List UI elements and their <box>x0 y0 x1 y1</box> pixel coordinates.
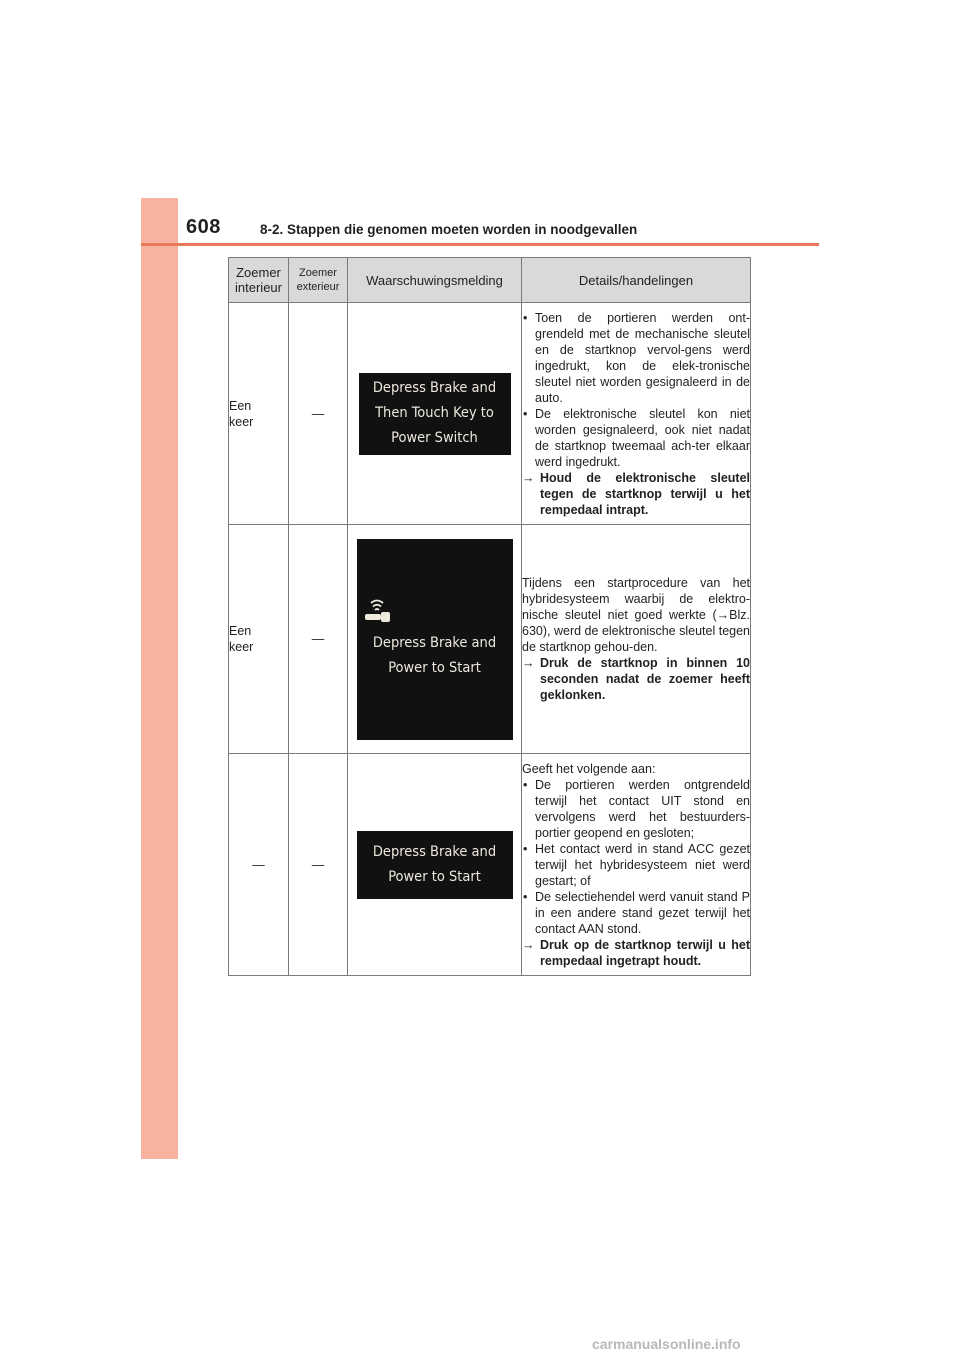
list-item: • De portieren werden ontgrendeld terwijl het contact UIT stond en vervolgens werd het bestuurders-portier geopend en gesloten; <box>522 777 750 841</box>
details-cell <box>522 525 751 754</box>
interior-buzzer-cell: Een keer <box>229 303 289 525</box>
action-instruction: → Houd de elektronische sleutel tegen de startknop terwijl u het rempedaal intrapt. <box>522 470 750 517</box>
side-margin-band <box>141 198 178 1159</box>
details-cell <box>522 303 751 525</box>
arrow-right-icon: → <box>522 656 535 670</box>
action-instruction: → Druk de startknop in binnen 10 seconden nadat de zoemer heeft geklonken. <box>522 656 750 702</box>
exterior-buzzer-cell: — <box>289 303 348 525</box>
header-interior-buzzer: Zoemer interieur <box>229 258 289 303</box>
table-row <box>229 754 751 976</box>
page-number: 608 <box>186 216 221 238</box>
exterior-buzzer-cell: — <box>289 754 348 976</box>
list-item: • De selectiehendel werd vanuit stand P in een andere stand gezet terwijl het contact AAN stond. <box>522 889 750 937</box>
header-exterior-buzzer: Zoemer exterieur <box>289 258 348 303</box>
details-list <box>522 777 750 937</box>
multi-info-display: Depress Brake and Power to Start <box>357 539 513 740</box>
multi-info-display: Depress Brake and Then Touch Key to Power Switch <box>359 373 511 455</box>
watermark: carmanualsonline.info <box>592 1336 741 1352</box>
header-details: Details/handelingen <box>522 258 751 303</box>
exterior-buzzer-cell: — <box>289 525 348 754</box>
table-row <box>229 303 751 525</box>
section-title: 8-2. Stappen die genomen moeten worden in noodgevallen <box>260 222 638 237</box>
details-list <box>522 310 750 470</box>
header-warning-message: Waarschuwingsmelding <box>348 258 522 303</box>
details-cell <box>522 754 751 976</box>
table-header-row <box>229 258 751 303</box>
arrow-right-icon: → <box>522 937 535 952</box>
warning-table <box>228 257 751 976</box>
warning-message-cell <box>348 303 522 525</box>
interior-buzzer-cell: Een keer <box>229 525 289 754</box>
details-text: Tijdens een startprocedure van het hybridesysteem waarbij de elektro-nische sleutel niet goed werkte (→Blz. 630), werd de elektronische sleutel tegen de startknop gehou-den. <box>522 576 750 654</box>
arrow-right-icon: → <box>522 470 535 485</box>
list-item: • De elektronische sleutel kon niet worden gesignaleerd, ook niet nadat de startknop tweemaal ach-ter elkaar werd ingedrukt. <box>522 406 750 470</box>
multi-info-display: Depress Brake and Power to Start <box>357 831 513 899</box>
action-instruction: → Druk op de startknop terwijl u het rempedaal ingetrapt houdt. <box>522 937 750 968</box>
smart-key-icon <box>357 597 397 627</box>
warning-message-cell <box>348 754 522 976</box>
warning-message-cell <box>348 525 522 754</box>
interior-buzzer-cell: — <box>229 754 289 976</box>
table-row <box>229 525 751 754</box>
list-item: • Het contact werd in stand ACC gezet terwijl het hybridesysteem niet werd gestart; of <box>522 841 750 889</box>
list-item: • Toen de portieren werden ont-grendeld met de mechanische sleutel en de startknop vervol-gens werd ingedrukt, kon de elek-tronische sleutel niet worden gesignaleerd in de auto. <box>522 310 750 406</box>
header-rule <box>141 243 819 246</box>
details-intro: Geeft het volgende aan: <box>522 761 656 776</box>
